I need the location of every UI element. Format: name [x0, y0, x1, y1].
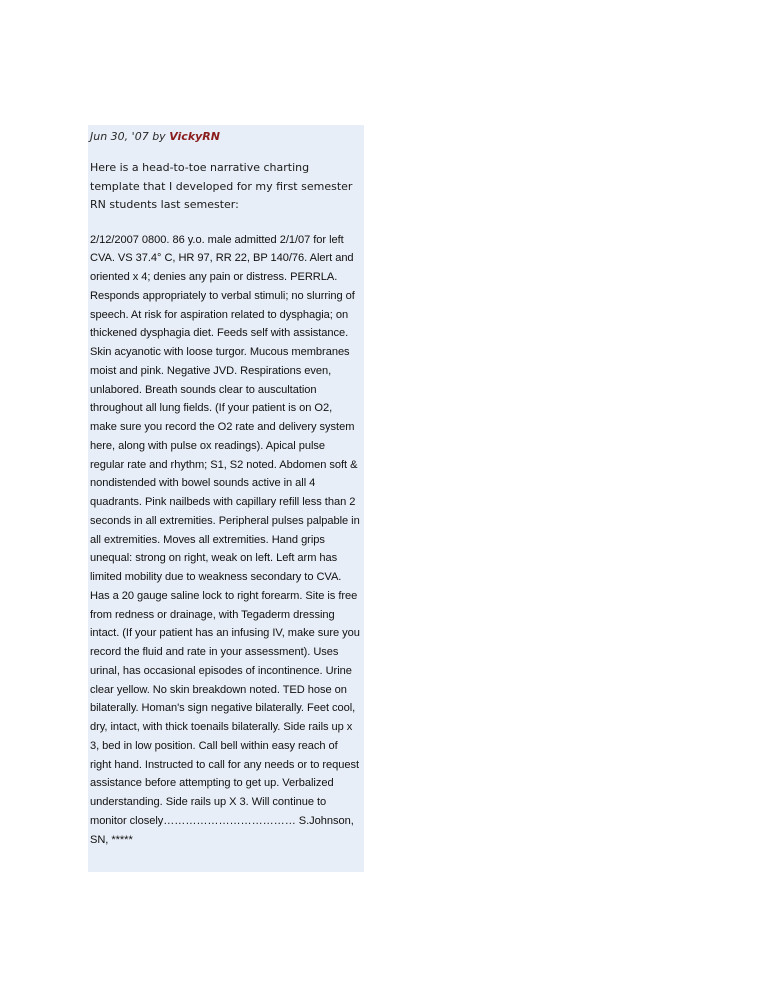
post-meta: [90, 130, 362, 144]
charting-note: 2/12/2007 0800. 86 y.o. male admitted 2/1/07 for left CVA. VS 37.4° C, HR 97, RR 22, BP 140/76. Alert and oriented x 4; denies any pain or distress. PERRLA. Responds appropriately to verbal stimuli; no slurring of speech. At risk for aspiration related to dysphagia; on thickened dysphagia diet. Feeds self with assistance. Skin acyanotic with loose turgor. Mucous membranes moist and pink. Negative JVD. Respirations even, unlabored. Breath sounds clear to auscultation throughout all lung fields. (If your patient is on O2, make sure you record the O2 rate and delivery system here, along with pulse ox readings). Apical pulse regular rate and rhythm; S1, S2 noted. Abdomen soft & nondistended with bowel sounds active in all 4 quadrants. Pink nailbeds with capillary refill less than 2 seconds in all extremities. Peripheral pulses palpable in all extremities. Moves all extremities. Hand grips unequal: strong on right, weak on left. Left arm has limited mobility due to weakness secondary to CVA. Has a 20 gauge saline lock to right forearm. Site is free from redness or drainage, with Tegaderm dressing intact. (If your patient has an infusing IV, make sure you record the fluid and rate in your assessment). Uses urinal, has occasional episodes of incontinence. Urine clear yellow. No skin breakdown noted. TED hose on bilaterally. Homan's sign negative bilaterally. Feet cool, dry, intact, with thick toenails bilaterally. Side rails up x 3, bed in low position. Call bell within easy reach of right hand. Instructed to call for any needs or to request assistance before attempting to get up. Verbalized understanding. Side rails up X 3. Will continue to monitor closely……………………………… S.Johnson, SN, *****: [90, 233, 360, 846]
post-author[interactable]: VickyRN: [169, 130, 220, 143]
forum-post: [88, 125, 364, 872]
post-by: by: [152, 130, 166, 143]
post-date: Jun 30, '07: [90, 130, 149, 143]
post-intro: Here is a head-to-toe narrative charting template that I developed for my first semester RN students last semester:: [90, 161, 353, 211]
